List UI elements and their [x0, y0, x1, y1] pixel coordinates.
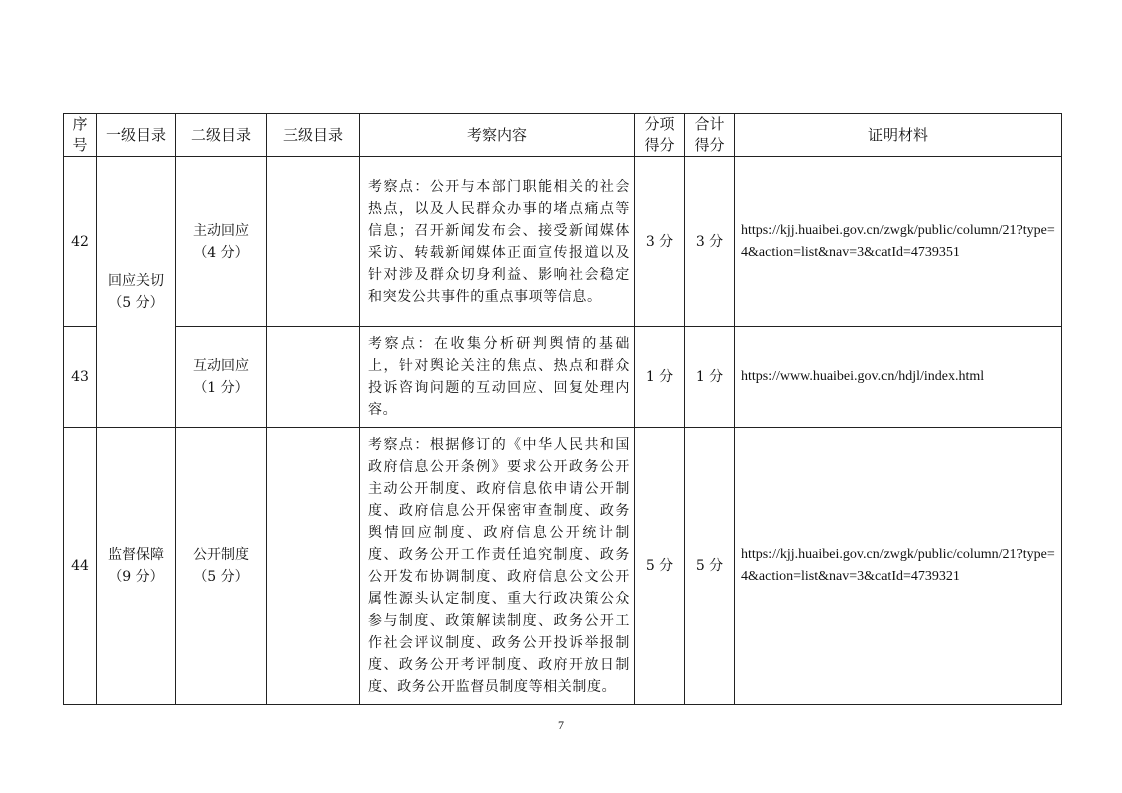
row-content: 考察点：根据修订的《中华人民共和国政府信息公开条例》要求公开政务公开主动公开制度、政府信息依申请公开制度、政府信息公开保密审查制度、政务舆情回应制度、政府信息公开统计制度、政务公开工作责任追究制度、政务公开发布协调制度、政府信息公文公开属性源头认定制度、重大行政决策公众参与制度、政策解读制度、政务公开工作社会评议制度、政务公开投诉举报制度、政务公开考评制度、政府开放日制度、政务公开监督员制度等相关制度。 [360, 428, 635, 705]
row-evidence: https://www.huaibei.gov.cn/hdjl/index.html [735, 327, 1062, 428]
row-item-score: 5 分 [635, 428, 685, 705]
header-total-score-line2: 得分 [694, 136, 725, 154]
level2-name: 互动回应 [193, 358, 249, 374]
level1-score: （5 分） [108, 295, 164, 311]
row-seq: 42 [64, 157, 97, 327]
header-total-score [685, 114, 735, 157]
row-seq: 43 [64, 327, 97, 428]
row-seq: 44 [64, 428, 97, 705]
table-row [64, 157, 1062, 327]
row-level2 [176, 428, 267, 705]
row-level1 [97, 157, 176, 428]
header-level1: 一级目录 [97, 114, 176, 157]
row-level2 [176, 157, 267, 327]
row-item-score: 1 分 [635, 327, 685, 428]
header-item-score [635, 114, 685, 157]
header-seq-line2: 号 [72, 136, 88, 154]
header-evidence: 证明材料 [735, 114, 1062, 157]
table-row [64, 327, 1062, 428]
row-level3 [267, 327, 360, 428]
evaluation-table-container [63, 113, 1061, 705]
header-row [64, 114, 1062, 157]
row-item-score: 3 分 [635, 157, 685, 327]
level2-score: （1 分） [193, 380, 249, 396]
level1-score: （9 分） [108, 569, 164, 585]
row-level3 [267, 428, 360, 705]
level1-name: 回应关切 [108, 273, 164, 289]
row-level1 [97, 428, 176, 705]
level2-score: （5 分） [193, 569, 249, 585]
row-level2 [176, 327, 267, 428]
row-total-score: 5 分 [685, 428, 735, 705]
header-level2: 二级目录 [176, 114, 267, 157]
header-content: 考察内容 [360, 114, 635, 157]
row-level3 [267, 157, 360, 327]
row-content: 考察点：在收集分析研判舆情的基础上，针对舆论关注的焦点、热点和群众投诉咨询问题的互动回应、回复处理内容。 [360, 327, 635, 428]
header-seq-line1: 序 [72, 115, 88, 133]
page-number: 7 [558, 718, 564, 732]
evaluation-table [63, 113, 1062, 705]
row-total-score: 1 分 [685, 327, 735, 428]
header-total-score-line1: 合计 [694, 115, 725, 133]
row-evidence: https://kjj.huaibei.gov.cn/zwgk/public/column/21?type=4&action=list&nav=3&catId=4739351 [735, 157, 1062, 327]
level2-score: （4 分） [193, 244, 249, 261]
header-item-score-line2: 得分 [644, 136, 675, 154]
header-item-score-line1: 分项 [644, 115, 675, 133]
level2-name: 主动回应 [193, 222, 249, 239]
row-evidence: https://kjj.huaibei.gov.cn/zwgk/public/column/21?type=4&action=list&nav=3&catId=4739321 [735, 428, 1062, 705]
header-level3: 三级目录 [267, 114, 360, 157]
level2-name: 公开制度 [193, 547, 249, 563]
table-row [64, 428, 1062, 705]
header-seq [64, 114, 97, 157]
row-content: 考察点：公开与本部门职能相关的社会热点，以及人民群众办事的堵点痛点等信息；召开新闻发布会、接受新闻媒体采访、转载新闻媒体正面宣传报道以及针对涉及群众切身利益、影响社会稳定和突发公共事件的重点事项等信息。 [360, 157, 635, 327]
level1-name: 监督保障 [108, 547, 164, 563]
row-total-score: 3 分 [685, 157, 735, 327]
